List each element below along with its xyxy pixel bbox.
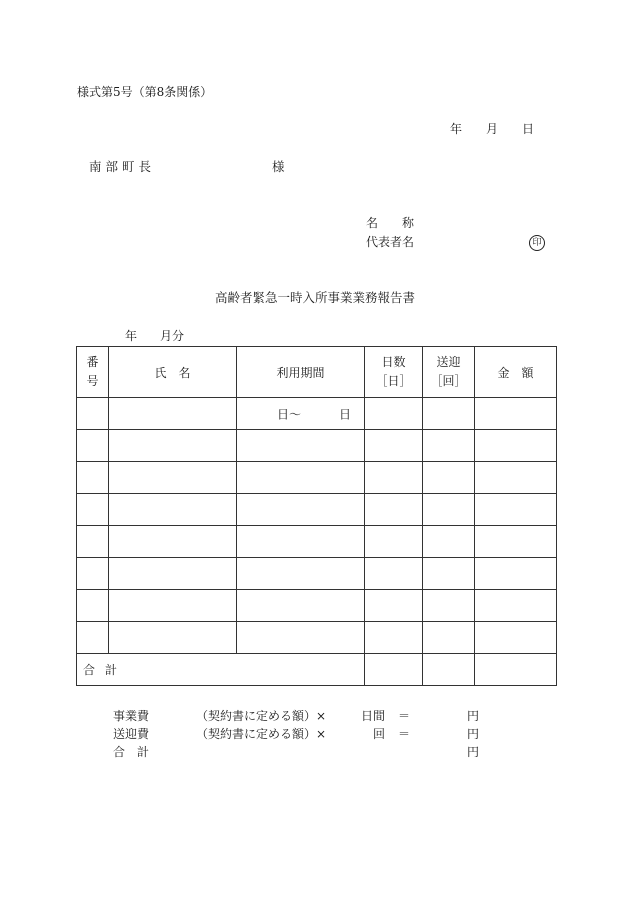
cell-days[interactable]	[365, 430, 423, 462]
period-month-label: 月分	[160, 329, 185, 343]
seal-mark: 印	[529, 235, 545, 251]
cell-name[interactable]	[109, 430, 237, 462]
cell-days[interactable]	[365, 526, 423, 558]
header-days: 日数 ［日］	[365, 347, 423, 398]
total-transport[interactable]	[423, 654, 475, 686]
cell-period[interactable]	[237, 494, 365, 526]
cell-transport[interactable]	[423, 622, 475, 654]
cell-amount[interactable]	[475, 526, 557, 558]
header-name: 氏 名	[109, 347, 237, 398]
cell-period[interactable]	[237, 526, 365, 558]
calc-transport-unit: 回	[373, 727, 386, 741]
document-title: 高齢者緊急一時入所事業業務報告書	[214, 290, 415, 305]
date-year-label: 年	[450, 122, 463, 136]
total-amount[interactable]	[475, 654, 557, 686]
calc-total-currency: 円	[467, 745, 480, 759]
cell-number[interactable]	[77, 430, 109, 462]
calc-transport-formula: （契約書に定める額）×	[196, 727, 327, 741]
table-row	[77, 558, 557, 590]
date-day-label: 日	[522, 122, 535, 136]
cell-transport[interactable]	[423, 494, 475, 526]
cell-amount[interactable]	[475, 462, 557, 494]
cell-days[interactable]	[365, 590, 423, 622]
cell-number[interactable]	[77, 622, 109, 654]
cell-days[interactable]	[365, 558, 423, 590]
cell-amount[interactable]	[475, 430, 557, 462]
table-row	[77, 494, 557, 526]
cell-amount[interactable]	[475, 398, 557, 430]
cell-name[interactable]	[109, 398, 237, 430]
cell-period[interactable]	[237, 622, 365, 654]
cell-name[interactable]	[109, 622, 237, 654]
period-year-label: 年	[125, 329, 138, 343]
calc-transport-equals: ＝	[398, 727, 411, 741]
cell-period[interactable]	[237, 558, 365, 590]
header-amount: 金 額	[475, 347, 557, 398]
cell-transport[interactable]	[423, 590, 475, 622]
cell-period[interactable]	[237, 430, 365, 462]
cell-number[interactable]	[77, 590, 109, 622]
cell-number[interactable]	[77, 558, 109, 590]
calc-total-label: 合 計	[113, 745, 150, 759]
cell-days[interactable]	[365, 398, 423, 430]
cell-days[interactable]	[365, 462, 423, 494]
cell-name[interactable]	[109, 590, 237, 622]
representative-label: 代表者名	[366, 235, 415, 249]
table-row	[77, 526, 557, 558]
applicant-name-label-2: 称	[402, 216, 415, 230]
cell-transport[interactable]	[423, 462, 475, 494]
report-table	[76, 346, 557, 686]
header-period: 利用期間	[237, 347, 365, 398]
table-total-row	[77, 654, 557, 686]
table-header-row	[77, 347, 557, 398]
total-days[interactable]	[365, 654, 423, 686]
cell-number[interactable]	[77, 398, 109, 430]
cell-number[interactable]	[77, 462, 109, 494]
cell-days[interactable]	[365, 494, 423, 526]
calc-business-currency: 円	[467, 709, 480, 723]
cell-name[interactable]	[109, 558, 237, 590]
cell-period[interactable]	[237, 398, 365, 430]
cell-transport[interactable]	[423, 398, 475, 430]
cell-transport[interactable]	[423, 558, 475, 590]
table-row	[77, 622, 557, 654]
date-month-label: 月	[486, 122, 499, 136]
table-row	[77, 430, 557, 462]
table-row	[77, 398, 557, 430]
period-to-label: 日	[339, 407, 352, 421]
cell-number[interactable]	[77, 526, 109, 558]
cell-number[interactable]	[77, 494, 109, 526]
calc-business-equals: ＝	[398, 709, 411, 723]
table-row	[77, 462, 557, 494]
cell-name[interactable]	[109, 526, 237, 558]
calc-business-formula: （契約書に定める額）×	[196, 709, 327, 723]
honorific: 様	[272, 159, 285, 174]
calc-transport-label: 送迎費	[113, 727, 150, 741]
cell-period[interactable]	[237, 462, 365, 494]
cell-period[interactable]	[237, 590, 365, 622]
cell-days[interactable]	[365, 622, 423, 654]
table-row	[77, 590, 557, 622]
header-number: 番 号	[77, 347, 109, 398]
cell-amount[interactable]	[475, 590, 557, 622]
cell-name[interactable]	[109, 462, 237, 494]
addressee: 南部町長	[89, 159, 156, 174]
cell-amount[interactable]	[475, 622, 557, 654]
header-transport: 送迎 ［回］	[423, 347, 475, 398]
calc-transport-currency: 円	[467, 727, 480, 741]
form-number: 様式第5号（第8条関係）	[77, 85, 213, 99]
cell-transport[interactable]	[423, 526, 475, 558]
calc-business-unit: 日間	[361, 709, 386, 723]
applicant-name-label-1: 名	[366, 216, 379, 230]
cell-amount[interactable]	[475, 494, 557, 526]
period-from-label: 日～	[277, 407, 302, 421]
cell-amount[interactable]	[475, 558, 557, 590]
calc-business-label: 事業費	[113, 709, 150, 723]
total-label: 合計	[77, 654, 365, 686]
cell-transport[interactable]	[423, 430, 475, 462]
cell-name[interactable]	[109, 494, 237, 526]
